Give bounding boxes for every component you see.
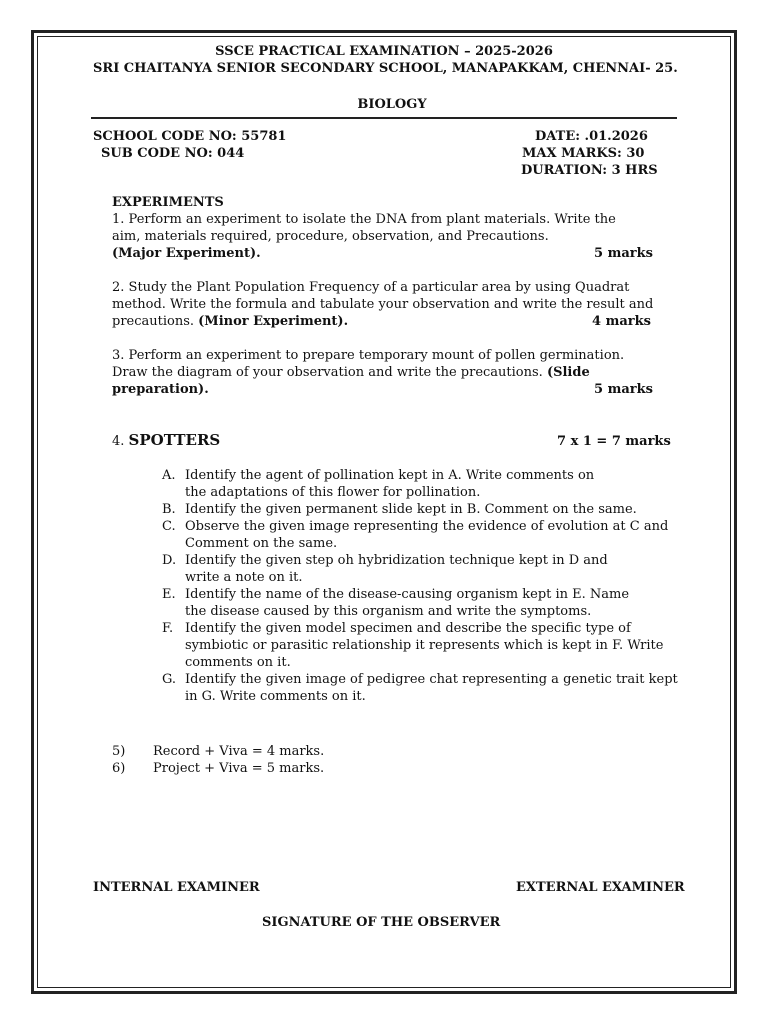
exam-date: DATE: .01.2026 (535, 129, 648, 144)
experiments-heading: EXPERIMENTS (112, 195, 224, 210)
school-code: SCHOOL CODE NO: 55781 (93, 129, 287, 144)
spotter-item-text: Observe the given image representing the evidence of evolution at C and (185, 519, 669, 534)
duration: DURATION: 3 HRS (521, 163, 658, 178)
q3-marks: 5 marks (594, 382, 653, 397)
spotters-number: 4. (112, 434, 129, 449)
q1-line1: 1. Perform an experiment to isolate the DNA from plant materials. Write the (112, 212, 616, 227)
q3-tag-a: (Slide (546, 365, 590, 380)
header-divider (91, 117, 677, 119)
q2-tag: (Minor Experiment). (198, 314, 349, 329)
spotter-item-text: Identify the given image of pedigree chat representing a genetic trait kept (185, 672, 678, 687)
spotter-item-text: Comment on the same. (185, 536, 338, 551)
sub-code: SUB CODE NO: 044 (101, 146, 245, 161)
school-name: SRI CHAITANYA SENIOR SECONDARY SCHOOL, MANAPAKKAM, CHENNAI- 25. (93, 61, 678, 76)
q1-tag: (Major Experiment). (112, 246, 261, 261)
exam-title: SSCE PRACTICAL EXAMINATION – 2025-2026 (215, 44, 553, 59)
spotter-item-text: Identify the given model specimen and describe the specific type of (185, 621, 631, 636)
extra-num: 6) (112, 761, 126, 776)
subject-title: BIOLOGY (357, 97, 427, 112)
q3-line2-text: Draw the diagram of your observation and write the precautions. (112, 365, 547, 380)
q2-line2: method. Write the formula and tabulate your observation and write the result and (112, 297, 654, 312)
spotters-heading: SPOTTERS (128, 431, 221, 449)
q2-line3-text: precautions. (112, 314, 199, 329)
spotters-heading-row (112, 432, 220, 450)
external-examiner-label: EXTERNAL EXAMINER (516, 880, 685, 895)
max-marks: MAX MARKS: 30 (522, 146, 645, 161)
q3-tag-b: preparation). (112, 382, 209, 397)
spotter-item-text: write a note on it. (185, 570, 303, 585)
q2-line1: 2. Study the Plant Population Frequency of a particular area by using Quadrat (112, 280, 630, 295)
extra-text: Project + Viva = 5 marks. (153, 761, 325, 776)
observer-signature-label: SIGNATURE OF THE OBSERVER (262, 915, 501, 930)
spotter-item-letter: E. (162, 587, 176, 602)
spotter-item-letter: G. (162, 672, 177, 687)
spotter-item-text: Identify the agent of pollination kept in A. Write comments on (185, 468, 595, 483)
spotter-item-text: the adaptations of this flower for pollination. (185, 485, 481, 500)
q2-marks: 4 marks (592, 314, 651, 329)
spotter-item-letter: D. (162, 553, 177, 568)
spotters-marks: 7 x 1 = 7 marks (557, 434, 671, 449)
spotter-item-text: Identify the given step oh hybridization technique kept in D and (185, 553, 608, 568)
internal-examiner-label: INTERNAL EXAMINER (93, 880, 260, 895)
spotter-item-text: in G. Write comments on it. (185, 689, 366, 704)
spotter-item-text: symbiotic or parasitic relationship it represents which is kept in F. Write (185, 638, 664, 653)
q2-line3 (112, 313, 348, 330)
extra-num: 5) (112, 744, 126, 759)
spotter-item-text: the disease caused by this organism and write the symptoms. (185, 604, 592, 619)
spotter-item-letter: B. (162, 502, 176, 517)
q3-line2 (112, 364, 590, 381)
spotter-item-text: Identify the given permanent slide kept in B. Comment on the same. (185, 502, 637, 517)
q1-line2: aim, materials required, procedure, observation, and Precautions. (112, 229, 549, 244)
spotter-item-text: comments on it. (185, 655, 291, 670)
spotter-item-letter: C. (162, 519, 176, 534)
spotter-item-text: Identify the name of the disease-causing organism kept in E. Name (185, 587, 630, 602)
q3-line1: 3. Perform an experiment to prepare temporary mount of pollen germination. (112, 348, 625, 363)
spotter-item-letter: A. (162, 468, 176, 483)
spotter-item-letter: F. (162, 621, 174, 636)
extra-text: Record + Viva = 4 marks. (153, 744, 325, 759)
q1-marks: 5 marks (594, 246, 653, 261)
